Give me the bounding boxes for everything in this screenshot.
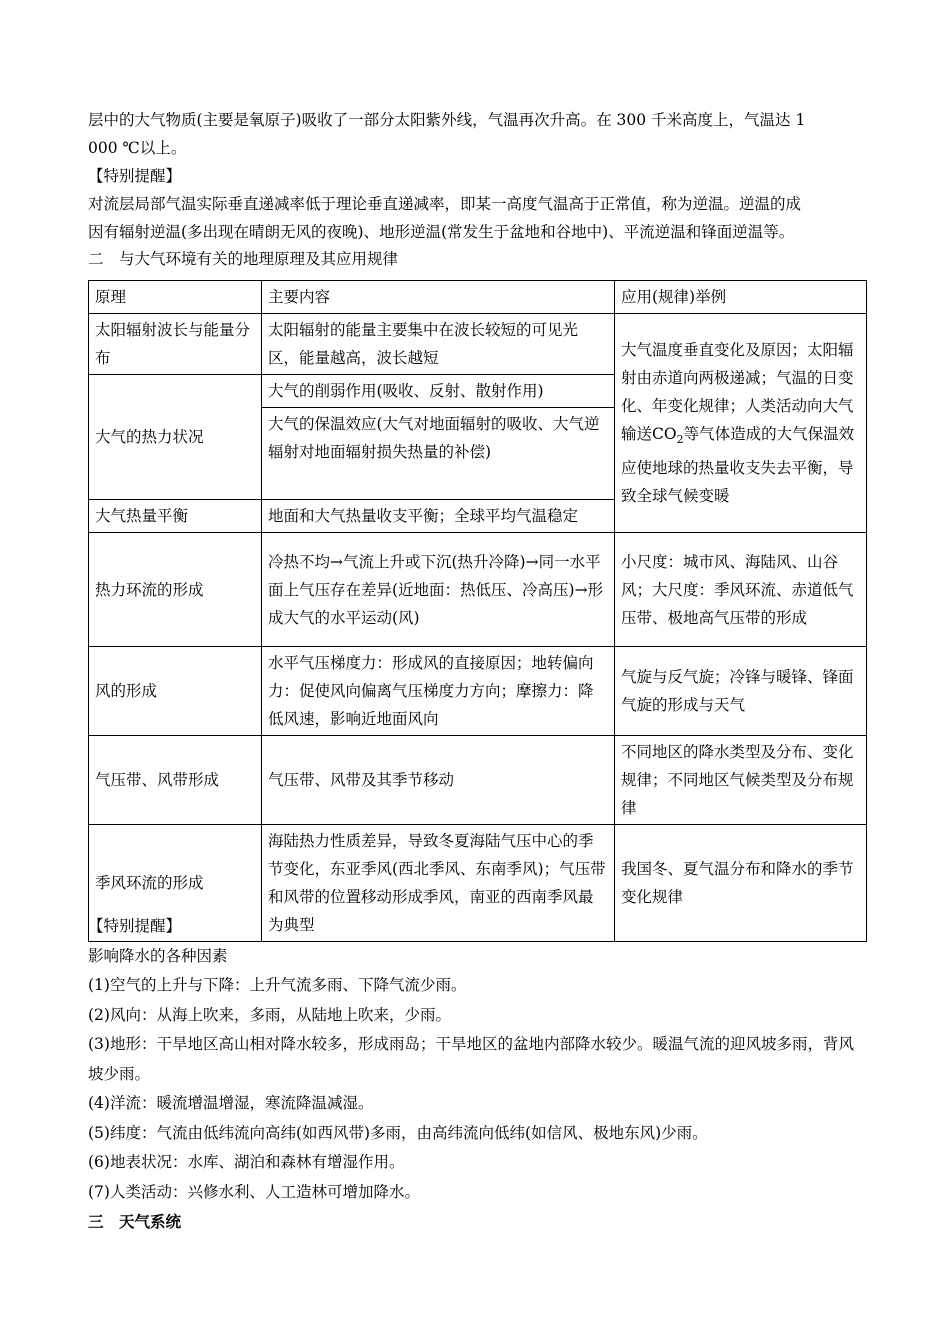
tip-line-2: 因有辐射逆温(多出现在晴朗无风的夜晚)、地形逆温(常发生于盆地和谷地中)、平流逆温和锋面逆温等。 (88, 223, 795, 241)
co2-subscript: 2 (676, 433, 684, 447)
cell-content: 太阳辐射的能量主要集中在波长较短的可见光区，能量越高，波长越短 (262, 314, 615, 375)
tip-title: 【特别提醒】 (88, 167, 182, 185)
header-application: 应用(规律)举例 (615, 281, 867, 314)
list-item: (3)地形：干旱地区高山相对降水较多，形成雨岛；干旱地区的盆地内部降水较少。暖温气流的迎风坡多雨，背风坡少雨。 (88, 1035, 854, 1083)
list-item: (7)人类活动：兴修水利、人工造林可增加降水。 (88, 1182, 420, 1201)
intro-line-2: 000 ℃以上。 (88, 139, 187, 157)
header-principle: 原理 (89, 281, 262, 314)
section-3-title: 三 天气系统 (88, 1212, 182, 1231)
precipitation-block (88, 912, 866, 1237)
cell-principle: 大气的热力状况 (89, 375, 262, 500)
principles-table (88, 280, 867, 942)
tip-line-1: 对流层局部气温实际垂直递减率低于理论垂直递减率，即某一高度气温高于正常值，称为逆温。逆温的成 (88, 195, 802, 213)
cell-principle: 季风环流的形成 (89, 825, 262, 942)
list-item: (4)洋流：暖流增温增湿，寒流降温减湿。 (88, 1094, 374, 1112)
list-item: (2)风向：从海上吹来，多雨，从陆地上吹来，少雨。 (88, 1005, 451, 1024)
cell-principle: 热力环流的形成 (89, 533, 262, 647)
table-header-row (89, 281, 867, 314)
cell-content: 水平气压梯度力：形成风的直接原因；地转偏向力：促使风向偏离气压梯度力方向；摩擦力：降低风速，影响近地面风向 (262, 647, 615, 736)
table-row (89, 533, 867, 647)
precipitation-heading: 影响降水的各种因素 (88, 946, 228, 965)
app-text-a: 大气温度垂直变化及原因；太阳辐射由赤道向两极递减；气温的日变化、年变化规律；人类活动向大气输送CO (621, 340, 854, 443)
cell-principle: 太阳辐射波长与能量分布 (89, 314, 262, 375)
cell-application (615, 314, 867, 533)
table-row (89, 314, 867, 375)
table-row (89, 647, 867, 736)
table-row (89, 736, 867, 825)
cell-content: 大气的保温效应(大气对地面辐射的吸收、大气逆辐射对地面辐射损失热量的补偿) (262, 408, 615, 500)
cell-principle: 大气热量平衡 (89, 500, 262, 533)
cell-content: 大气的削弱作用(吸收、反射、散射作用) (262, 375, 615, 408)
list-item: (1)空气的上升与下降：上升气流多雨、下降气流少雨。 (88, 976, 467, 994)
cell-principle: 风的形成 (89, 647, 262, 736)
cell-content: 气压带、风带及其季节移动 (262, 736, 615, 825)
cell-content: 海陆热力性质差异，导致冬夏海陆气压中心的季节变化，东亚季风(西北季风、东南季风)；气压带和风带的位置移动形成季风，南亚的西南季风最为典型 (262, 825, 615, 942)
intro-block (88, 106, 866, 272)
cell-content: 冷热不均→气流上升或下沉(热升冷降)→同一水平面上气压存在差异(近地面：热低压、冷高压)→形成大气的水平运动(风) (262, 533, 615, 647)
cell-content: 地面和大气热量收支平衡；全球平均气温稳定 (262, 500, 615, 533)
cell-application: 小尺度：城市风、海陆风、山谷风；大尺度：季风环流、赤道低气压带、极地高气压带的形成 (615, 533, 867, 647)
cell-application: 气旋与反气旋；冷锋与暖锋、锋面气旋的形成与天气 (615, 647, 867, 736)
list-item: (5)纬度：气流由低纬流向高纬(如西风带)多雨，由高纬流向低纬(如信风、极地东风)少雨。 (88, 1123, 708, 1142)
cell-application: 我国冬、夏气温分布和降水的季节变化规律 (615, 825, 867, 942)
app-text-b: 等气体造成的大气保温效应使地球的热量收支失去平衡，导致全球气候变暖 (621, 424, 855, 506)
section-2-title: 二 与大气环境有关的地理原理及其应用规律 (88, 250, 399, 268)
cell-principle: 气压带、风带形成 (89, 736, 262, 825)
list-item: (6)地表状况：水库、湖泊和森林有增湿作用。 (88, 1153, 405, 1171)
header-content: 主要内容 (262, 281, 615, 314)
cell-application: 不同地区的降水类型及分布、变化规律；不同地区气候类型及分布规律 (615, 736, 867, 825)
intro-line-1: 层中的大气物质(主要是氧原子)吸收了一部分太阳紫外线，气温再次升高。在 300 千米高度上，气温达 1 (88, 111, 806, 129)
tip-title-2: 【特别提醒】 (88, 917, 182, 935)
